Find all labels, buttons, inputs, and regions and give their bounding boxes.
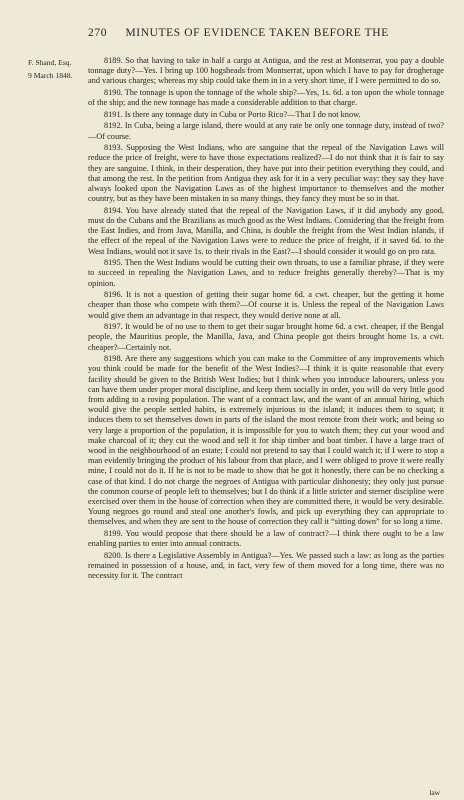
paragraph: 8194. You have already stated that the repeal of the Navigation Laws, if it did anybody any good, must do the Cubans and the Brazilians as much good as the West Indians. Considering that the freight from the East Indies, and from Java, Manilla, and China, is double the freight from the West Indian islands, if the effect of the repeal of the Navigation Laws were to reduce the price of freight, if it saved 6d. to the West Indians, would not it save 1s. to their rivals in the East?—I should consider it would go on pro rata.: [88, 205, 444, 256]
paragraph: 8190. The tonnage is upon the tonnage of the whole ship?—Yes, 1s. 6d. a ton upon the whole tonnage of the ship; and the new tonnage has made a considerable addition to that charge.: [88, 88, 444, 108]
paragraph: 8192. In Cuba, being a large island, there would at any rate be only one tonnage duty, instead of two?—Of course.: [88, 121, 444, 141]
side-margin: [28, 56, 84, 82]
paragraph: 8191. Is there any tonnage duty in Cuba or Porto Rico?—That I do not know.: [104, 109, 361, 119]
page-number: 270: [88, 27, 108, 39]
paragraph: 8197. It would be of no use to them to get their sugar brought home 6d. a cwt. cheaper, if the Bengal people, the Mauritius people, the Manilla, Java, and China people got theirs brought home 1s. a cwt. cheaper?—Certainly not.: [88, 322, 444, 352]
paragraph: 8200. Is there a Legislative Assembly in Antigua?—Yes. We passed such a law: as long as the parties remained in possession of a house, and, in fact, very few of them moved for a long time, there was no necessity for it. The contract: [88, 550, 444, 581]
paragraph: 8189. So that having to take in half a cargo at Antigua, and the rest at Montserrat, you pay a double tonnage duty?—Yes. I bring up 100 hogsheads from Montserrat, upon which I have to pay for drogherage and various charges; whereas my ship could take them in in a very short time, if I were permitted to do so.: [88, 56, 444, 86]
paragraph: 8196. It is not a question of getting their sugar home 6d. a cwt. cheaper, but the getting it home cheaper than those who compete with them?—Of course it is. Unless the repeal of the Navigation Laws would give them an advantage in that respect, they would derive none at all.: [88, 290, 444, 320]
evidence-date: 9 March 1848.: [28, 71, 73, 80]
paragraph: 8195. Then the West Indians would be cutting their own throats, to use a familiar phrase, if they were to succeed in repealing the Navigation Laws, and to reduce freights generally thereby?—That is my opinion.: [88, 258, 444, 288]
paragraph: 8198. Are there any suggestions which you can make to the Committee of any improvements which you think could be made for the benefit of the West Indies?—I think it is quite reasonable that every facility should be given to the British West Indies; but I think when you introduce labourers, unless you can have them under proper moral discipline, and keep them socially in order, you will do very little good from adding to a roving population. The want of a contract law, and the want of an annual hiring, which would give the people settled habits, is extremely injurious to the island; it induces them to squat; it induces them to set themselves down in parts of the island the most remote from their work; and being so very large a proportion of the population, it is impossible for you to watch them; they cut your wood and make charcoal of it; they cut the wood and sell it for ship timber and boat timber. I have a large tract of wood in the neighbourhood of an estate; I could not pretend to say that I could watch it; if I were to stop a man evidently bringing the product of his labour from that place, and I were obliged to prove it were really mine, I could not do it. If he is not to be made to show that he got it honestly, there can be no checking a case of that kind. I do not charge the negroes of Antigua with particular dishonesty; they only just pursue the common course of people left to themselves; but I do think if a little stricter and sterner discipline were exercised over them in the house of correction when they are committed there, it would be very desirable. Young negroes go round and steal one another's fowls, and pick up everything they can appropriate to themselves, and when they are sent to the house of correction they call it “sitting down” for so long a time.: [88, 354, 444, 527]
running-header: [88, 27, 428, 39]
paragraph: 8199. You would propose that there should be a law of contract?—I think there ought to be a law enabling parties to enter into annual contracts.: [88, 529, 444, 549]
catchword: law: [429, 788, 440, 797]
witness-name: F. Shand, Esq.: [28, 58, 72, 67]
evidence-body: [88, 56, 444, 583]
paragraph: 8193. Supposing the West Indians, who are sanguine that the repeal of the Navigation Laws will reduce the price of freight, were to have those expectations realized?—I do not think that it is fair to say they are sanguine. I think, in their desperation, they have put into their petition everything they could, and that among the rest. In the petition from Antigua they ask for it in a very peculiar way: they say they have always looked upon the Navigation Laws as of the highest importance to themselves and the mother country, but as they have been mistaken in so many things, they fancy they must be so in that.: [88, 143, 444, 204]
running-title: MINUTES OF EVIDENCE TAKEN BEFORE THE: [125, 27, 389, 39]
